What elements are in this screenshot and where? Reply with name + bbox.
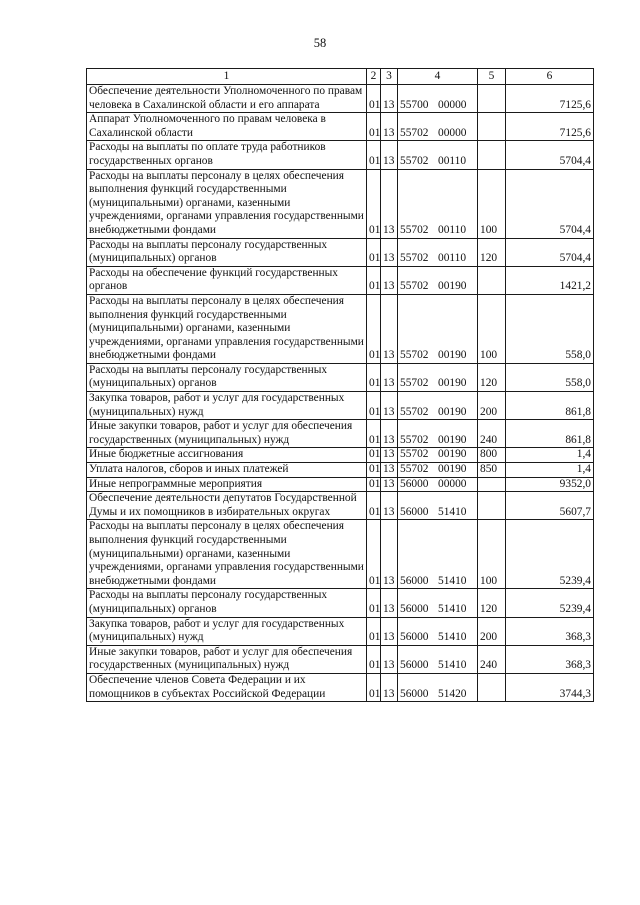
target-article-cell <box>398 492 478 520</box>
target-article-part-a: 55702 <box>400 405 429 418</box>
target-article-cell <box>398 85 478 113</box>
row-name-cell: Уплата налогов, сборов и иных платежей <box>87 463 367 478</box>
target-article-part-b: 00000 <box>438 477 467 490</box>
subsection-code-cell: 13 <box>381 463 398 478</box>
target-article-part-b: 00110 <box>438 252 467 265</box>
target-article-cell <box>398 617 478 645</box>
subsection-code-cell: 13 <box>381 492 398 520</box>
target-article-cell <box>398 238 478 266</box>
subsection-code-cell: 13 <box>381 520 398 589</box>
target-article-cell <box>398 113 478 141</box>
subsection-code-cell: 13 <box>381 673 398 701</box>
subsection-code-cell: 13 <box>381 420 398 448</box>
section-code-cell: 01 <box>367 520 381 589</box>
target-article-part-a: 56000 <box>400 631 429 644</box>
target-article-part-a: 56000 <box>400 659 429 672</box>
target-article-part-b: 51420 <box>438 687 467 700</box>
section-code-cell: 01 <box>367 113 381 141</box>
column-header: 2 <box>367 69 381 85</box>
amount-cell: 5239,4 <box>506 589 594 617</box>
section-code-cell: 01 <box>367 392 381 420</box>
row-name-cell: Расходы на выплаты персоналу в целях обеспечения выполнения функций государственными (муниципальными) органами, казенными учреждениями, органами управления государственными внебюджетными фондами <box>87 294 367 363</box>
target-article-cell <box>398 645 478 673</box>
target-article-cell <box>398 448 478 463</box>
amount-cell: 5704,4 <box>506 169 594 238</box>
section-code-cell: 01 <box>367 420 381 448</box>
target-article-part-a: 56000 <box>400 602 429 615</box>
table-row <box>87 113 594 141</box>
target-article-part-a: 56000 <box>400 574 429 587</box>
target-article-part-a: 56000 <box>400 477 429 490</box>
table-row <box>87 520 594 589</box>
row-name-cell: Обеспечение членов Совета Федерации и их помощников в субъектах Российской Федерации <box>87 673 367 701</box>
expense-type-cell <box>478 85 506 113</box>
expense-type-cell: 120 <box>478 238 506 266</box>
budget-table <box>86 68 594 702</box>
target-article-part-b: 00190 <box>438 463 467 476</box>
target-article-cell <box>398 363 478 391</box>
amount-cell: 861,8 <box>506 420 594 448</box>
table-row <box>87 589 594 617</box>
subsection-code-cell: 13 <box>381 238 398 266</box>
section-code-cell: 01 <box>367 477 381 492</box>
target-article-part-b: 00190 <box>438 377 467 390</box>
target-article-cell <box>398 169 478 238</box>
target-article-part-a: 55702 <box>400 280 429 293</box>
target-article-part-b: 00110 <box>438 223 467 236</box>
target-article-part-a: 55702 <box>400 433 429 446</box>
column-header: 6 <box>506 69 594 85</box>
subsection-code-cell: 13 <box>381 617 398 645</box>
target-article-part-a: 55702 <box>400 349 429 362</box>
row-name-cell: Расходы на выплаты по оплате труда работников государственных органов <box>87 141 367 169</box>
subsection-code-cell: 13 <box>381 645 398 673</box>
amount-cell: 861,8 <box>506 392 594 420</box>
table-header-row <box>87 69 594 85</box>
target-article-part-a: 55700 <box>400 98 429 111</box>
expense-type-cell: 200 <box>478 392 506 420</box>
row-name-cell: Закупка товаров, работ и услуг для государственных (муниципальных) нужд <box>87 392 367 420</box>
table-row <box>87 169 594 238</box>
expense-type-cell <box>478 113 506 141</box>
subsection-code-cell: 13 <box>381 141 398 169</box>
target-article-cell <box>398 477 478 492</box>
section-code-cell: 01 <box>367 492 381 520</box>
target-article-part-b: 00000 <box>438 126 467 139</box>
section-code-cell: 01 <box>367 363 381 391</box>
subsection-code-cell: 13 <box>381 113 398 141</box>
section-code-cell: 01 <box>367 169 381 238</box>
target-article-cell <box>398 420 478 448</box>
table-row <box>87 448 594 463</box>
section-code-cell: 01 <box>367 617 381 645</box>
amount-cell: 1,4 <box>506 448 594 463</box>
expense-type-cell <box>478 141 506 169</box>
table-row <box>87 85 594 113</box>
target-article-part-b: 00110 <box>438 154 467 167</box>
target-article-part-b: 00000 <box>438 98 467 111</box>
amount-cell: 7125,6 <box>506 113 594 141</box>
row-name-cell: Иные бюджетные ассигнования <box>87 448 367 463</box>
amount-cell: 558,0 <box>506 294 594 363</box>
table-row <box>87 673 594 701</box>
section-code-cell: 01 <box>367 463 381 478</box>
section-code-cell: 01 <box>367 448 381 463</box>
target-article-part-b: 51410 <box>438 631 467 644</box>
table-row <box>87 463 594 478</box>
amount-cell: 558,0 <box>506 363 594 391</box>
row-name-cell: Иные закупки товаров, работ и услуг для обеспечения государственных (муниципальных) нужд <box>87 645 367 673</box>
table-row <box>87 477 594 492</box>
expense-type-cell <box>478 673 506 701</box>
section-code-cell: 01 <box>367 85 381 113</box>
column-header: 5 <box>478 69 506 85</box>
amount-cell: 3744,3 <box>506 673 594 701</box>
target-article-part-a: 55702 <box>400 126 429 139</box>
row-name-cell: Расходы на обеспечение функций государственных органов <box>87 266 367 294</box>
target-article-cell <box>398 673 478 701</box>
target-article-part-a: 56000 <box>400 687 429 700</box>
expense-type-cell: 240 <box>478 645 506 673</box>
table-row <box>87 645 594 673</box>
subsection-code-cell: 13 <box>381 85 398 113</box>
expense-type-cell: 100 <box>478 169 506 238</box>
target-article-cell <box>398 392 478 420</box>
target-article-part-b: 51410 <box>438 602 467 615</box>
expense-type-cell: 100 <box>478 294 506 363</box>
expense-type-cell: 800 <box>478 448 506 463</box>
expense-type-cell: 850 <box>478 463 506 478</box>
column-header: 4 <box>398 69 478 85</box>
expense-type-cell: 200 <box>478 617 506 645</box>
subsection-code-cell: 13 <box>381 266 398 294</box>
target-article-cell <box>398 141 478 169</box>
table-row <box>87 294 594 363</box>
row-name-cell: Расходы на выплаты персоналу в целях обеспечения выполнения функций государственными (муниципальными) органами, казенными учреждениями, органами управления государственными внебюджетными фондами <box>87 169 367 238</box>
row-name-cell: Расходы на выплаты персоналу в целях обеспечения выполнения функций государственными (муниципальными) органами, казенными учреждениями, органами управления государственными внебюджетными фондами <box>87 520 367 589</box>
section-code-cell: 01 <box>367 294 381 363</box>
target-article-part-a: 55702 <box>400 154 429 167</box>
amount-cell: 5704,4 <box>506 238 594 266</box>
row-name-cell: Обеспечение деятельности депутатов Государственной Думы и их помощников в избирательных округах <box>87 492 367 520</box>
row-name-cell: Аппарат Уполномоченного по правам человека в Сахалинской области <box>87 113 367 141</box>
table-row <box>87 392 594 420</box>
target-article-part-a: 56000 <box>400 505 429 518</box>
amount-cell: 5239,4 <box>506 520 594 589</box>
row-name-cell: Расходы на выплаты персоналу государственных (муниципальных) органов <box>87 238 367 266</box>
target-article-part-a: 55702 <box>400 252 429 265</box>
table-body <box>87 85 594 702</box>
expense-type-cell <box>478 477 506 492</box>
table-row <box>87 141 594 169</box>
table-row <box>87 266 594 294</box>
target-article-part-b: 51410 <box>438 574 467 587</box>
row-name-cell: Закупка товаров, работ и услуг для государственных (муниципальных) нужд <box>87 617 367 645</box>
amount-cell: 5704,4 <box>506 141 594 169</box>
target-article-part-a: 55702 <box>400 377 429 390</box>
section-code-cell: 01 <box>367 266 381 294</box>
subsection-code-cell: 13 <box>381 589 398 617</box>
row-name-cell: Расходы на выплаты персоналу государственных (муниципальных) органов <box>87 589 367 617</box>
subsection-code-cell: 13 <box>381 392 398 420</box>
expense-type-cell <box>478 492 506 520</box>
amount-cell: 1421,2 <box>506 266 594 294</box>
expense-type-cell <box>478 266 506 294</box>
table-row <box>87 238 594 266</box>
row-name-cell: Иные закупки товаров, работ и услуг для обеспечения государственных (муниципальных) нужд <box>87 420 367 448</box>
column-header: 3 <box>381 69 398 85</box>
target-article-part-b: 51410 <box>438 505 467 518</box>
subsection-code-cell: 13 <box>381 448 398 463</box>
table-row <box>87 617 594 645</box>
target-article-part-a: 55702 <box>400 223 429 236</box>
subsection-code-cell: 13 <box>381 477 398 492</box>
table-row <box>87 492 594 520</box>
subsection-code-cell: 13 <box>381 169 398 238</box>
target-article-part-b: 00190 <box>438 405 467 418</box>
target-article-part-b: 00190 <box>438 280 467 293</box>
amount-cell: 9352,0 <box>506 477 594 492</box>
expense-type-cell: 100 <box>478 520 506 589</box>
expense-type-cell: 120 <box>478 363 506 391</box>
target-article-cell <box>398 266 478 294</box>
amount-cell: 7125,6 <box>506 85 594 113</box>
subsection-code-cell: 13 <box>381 363 398 391</box>
section-code-cell: 01 <box>367 589 381 617</box>
target-article-part-a: 55702 <box>400 463 429 476</box>
target-article-cell <box>398 294 478 363</box>
page-number: 58 <box>313 36 327 50</box>
target-article-cell <box>398 589 478 617</box>
column-header: 1 <box>87 69 367 85</box>
target-article-part-b: 51410 <box>438 659 467 672</box>
expense-type-cell: 120 <box>478 589 506 617</box>
section-code-cell: 01 <box>367 673 381 701</box>
row-name-cell: Обеспечение деятельности Уполномоченного по правам человека в Сахалинской области и его аппарата <box>87 85 367 113</box>
target-article-part-b: 00190 <box>438 448 467 461</box>
section-code-cell: 01 <box>367 645 381 673</box>
amount-cell: 368,3 <box>506 645 594 673</box>
amount-cell: 368,3 <box>506 617 594 645</box>
subsection-code-cell: 13 <box>381 294 398 363</box>
amount-cell: 5607,7 <box>506 492 594 520</box>
row-name-cell: Расходы на выплаты персоналу государственных (муниципальных) органов <box>87 363 367 391</box>
target-article-cell <box>398 463 478 478</box>
expense-type-cell: 240 <box>478 420 506 448</box>
section-code-cell: 01 <box>367 141 381 169</box>
target-article-part-b: 00190 <box>438 349 467 362</box>
amount-cell: 1,4 <box>506 463 594 478</box>
target-article-cell <box>398 520 478 589</box>
section-code-cell: 01 <box>367 238 381 266</box>
row-name-cell: Иные непрограммные мероприятия <box>87 477 367 492</box>
target-article-part-b: 00190 <box>438 433 467 446</box>
target-article-part-a: 55702 <box>400 448 429 461</box>
table-row <box>87 420 594 448</box>
table-row <box>87 363 594 391</box>
